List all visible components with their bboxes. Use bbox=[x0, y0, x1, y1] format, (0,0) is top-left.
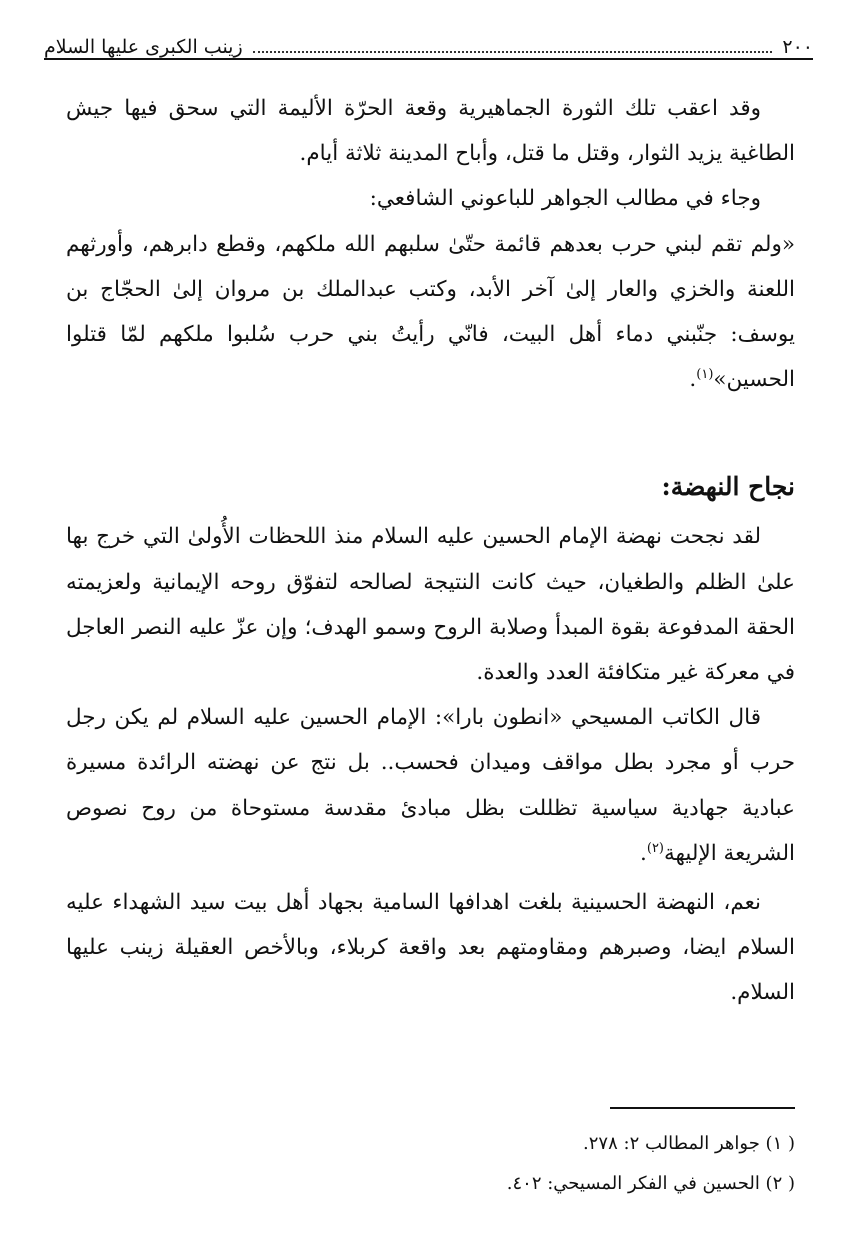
running-title: زينب الكبرى عليها السلام bbox=[44, 36, 243, 58]
header-dot-leader bbox=[253, 51, 773, 53]
paragraph-conclusion: نعم، النهضة الحسينية بلغت اهدافها السامية بجهاد أهل بيت سيد الشهداء عليه السلام ايضا، وصبرهم ومقاومتهم بعد واقعة كربلاء، وبالأخص العقيلة زينب عليها السلام. bbox=[66, 890, 795, 1006]
paragraph-success: لقد نجحت نهضة الإمام الحسين عليه السلام منذ اللحظات الأُولىٰ التي خرج بها علىٰ الظلم والطغيان، حيث كانت النتيجة لصالحه لتفوّق روحه الإيمانية ولعزيمته الحقة المدفوعة بقوة المبدأ وصلابة الروح وسمو الهدف؛ وإن عزّ عليه النصر العاجل في معركة غير متكافئة العدد والعدة. bbox=[66, 524, 795, 686]
footnote-1: ( ١) جواهر المطالب ٢: ٢٧٨. bbox=[583, 1133, 795, 1154]
page-number: ٢٠٠ bbox=[782, 36, 813, 58]
footnote-ref-1: (١) bbox=[696, 367, 714, 383]
paragraph-source-intro: وجاء في مطالب الجواهر للباعوني الشافعي: bbox=[369, 186, 761, 212]
page-body bbox=[66, 86, 795, 1016]
paragraph-harra-event: وقد اعقب تلك الثورة الجماهيرية وقعة الحرّة الأليمة التي سحق فيها جيش الطاغية يزيد الثوار، وقتل ما قتل، وأباح المدينة ثلاثة أيام. bbox=[66, 96, 795, 167]
footnote-2: ( ٢) الحسين في الفكر المسيحي: ٤٠٢. bbox=[506, 1173, 795, 1194]
page-header bbox=[44, 30, 813, 60]
section-heading: نجاح النهضة: bbox=[661, 472, 795, 502]
paragraph-anton-bara: قال الكاتب المسيحي «انطون بارا»: الإمام الحسين عليه السلام لم يكن رجل حرب أو مجرد بطل مواقف وميدان فحسب.. بل نتج عن نهضته الرائدة مسيرة عبادية جهادية سياسية تظللت بظل مبادئ مقدسة مستوحاة من روح نصوص الشريعة الإليهة$^{(٢)}$. bbox=[66, 705, 795, 866]
footnote-separator bbox=[610, 1107, 795, 1109]
paragraph-quotation: «ولم تقم لبني حرب بعدهم قائمة حتّىٰ سلبهم الله ملكهم، وقطع دابرهم، وأورثهم اللعنة والخزي والعار إلىٰ آخر الأبد، وكتب عبدالملك بن مروان إلىٰ الحجّاج بن يوسف: جنّبني دماء أهل البيت، فانّي رأيتُ بني حرب سُلبوا ملكهم لمّا قتلوا الحسين»$^{(١)}$. bbox=[66, 231, 795, 393]
footnote-ref-2: (٢) bbox=[646, 840, 664, 856]
footnotes bbox=[66, 1124, 795, 1204]
